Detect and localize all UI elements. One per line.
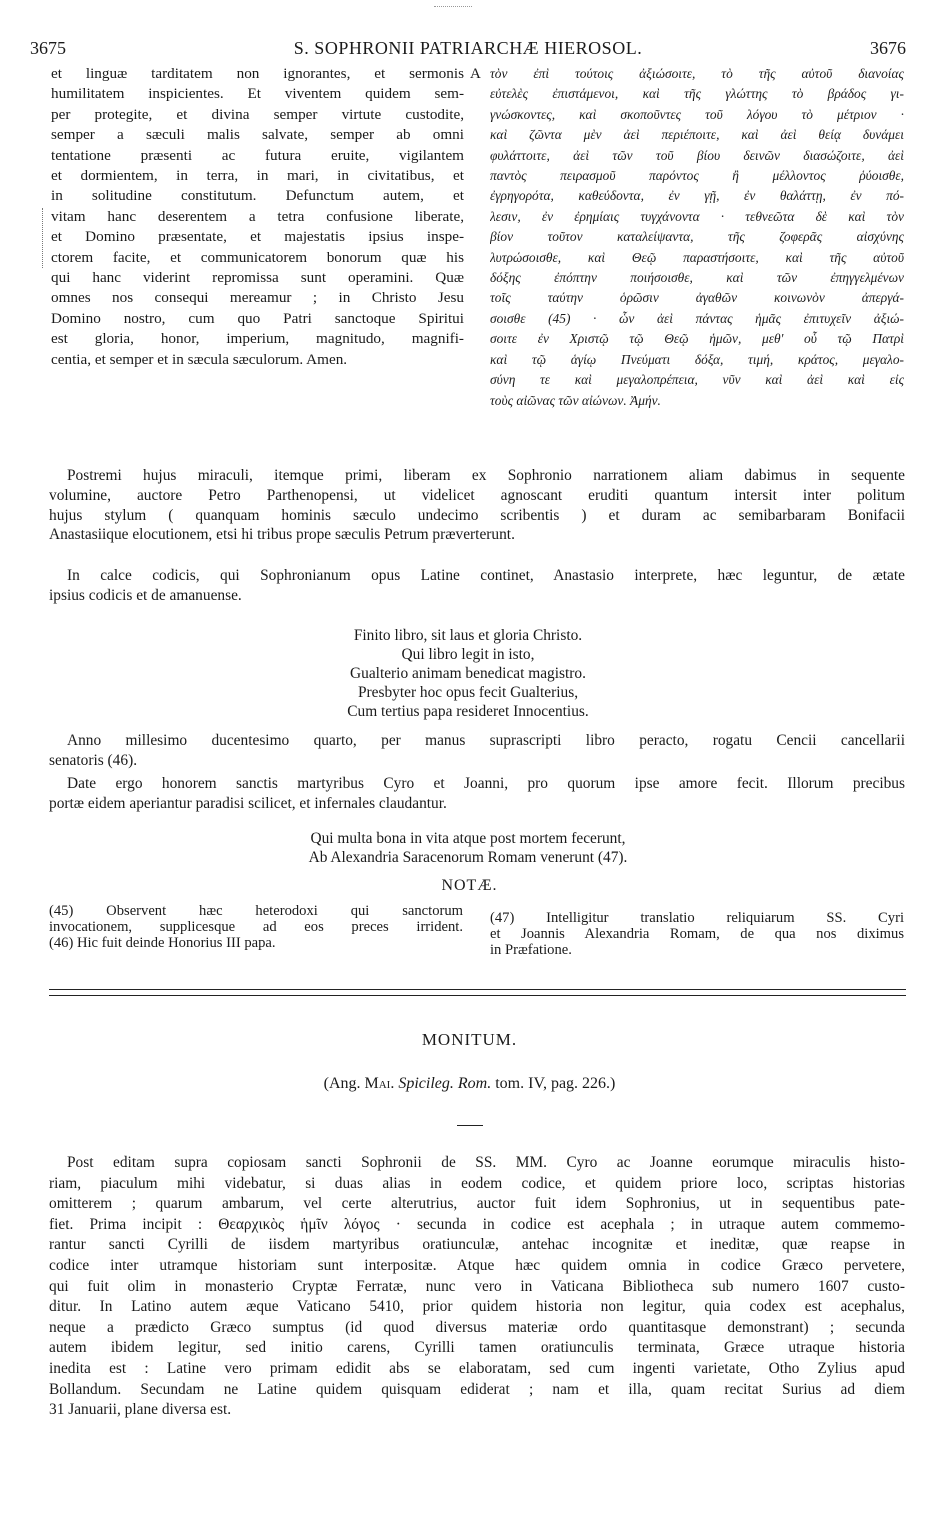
text-line: Date ergo honorem sanctis martyribus Cyro et Joanni, pro quorum ipse amore fecit. Illorum precibus [67, 775, 905, 792]
greek-line: σοιτε ἐν Χριστῷ τῷ Θεῷ ἡμῶν, μεθ' οὗ τῷ Πατρὶ [490, 331, 904, 347]
latin-line: Domino nostro, cum quo Patri sanctoque Spiritui [51, 309, 464, 327]
latin-line: est gloria, honor, imperium, magnitudo, magnifi- [51, 330, 464, 348]
greek-column [490, 64, 904, 411]
paragraph-postremi [49, 466, 905, 545]
greek-line: σύνη τε καὶ μεγαλοπρέπεια, νῦν καὶ ἀεὶ καὶ εἰς [490, 372, 904, 388]
citation-author: Mai. [364, 1075, 395, 1092]
top-ornament [434, 6, 472, 7]
page-number-right: 3676 [870, 38, 906, 58]
paragraph-anno [49, 731, 905, 771]
paragraph-calce [49, 566, 905, 606]
text-line: Postremi hujus miraculi, itemque primi, liberam ex Sophronio narrationem aliam dabimus in sequente [67, 467, 905, 484]
latin-line: per protegite, et divina semper virtute custodite, [51, 105, 464, 123]
greek-line: γνώσκοντες, καὶ σκοποῦντες τοῦ λόγου τὸ μέτριον · [490, 106, 904, 122]
greek-line: δόξης ἐπόπτην ποιήσοισθε, καὶ τῶν ἐπηγγελμένων [490, 270, 904, 286]
footnotes-left [49, 904, 463, 951]
text-line: fiet. Prima incipit : Θεαρχικὸς ἡμῖν λόγος · secunda in codice est acephala ; in utraque autem commemo- [49, 1215, 905, 1233]
text-line: senatoris (46). [49, 751, 138, 769]
footnotes-right [490, 911, 904, 958]
latin-line: semper a sæculi malis salvate, semper ab omni [51, 126, 464, 144]
text-line: 31 Januarii, plane diversa est. [49, 1401, 232, 1419]
short-rule [457, 1125, 483, 1126]
verse-line: Qui libro legit in isto, [401, 646, 535, 663]
monitum-body [49, 1153, 905, 1421]
greek-line: βίον τοῦτον καταλείψαντα, τῆς ζοφερᾶς αἰσχύνης [490, 229, 904, 245]
latin-line: vitam hanc deserentem a tetra confusione liberate, [51, 207, 464, 225]
latin-column [51, 64, 464, 370]
footnote-line: et Joannis Alexandria Romam, de qua nos diximus [490, 926, 904, 942]
footnote-line: in Præfatione. [490, 942, 572, 958]
margin-bracket [42, 208, 43, 268]
paragraph-date [49, 774, 905, 814]
greek-line: καὶ ζῶντα μὲν ἀεὶ περιέποιτε, καὶ ἀεὶ θείᾳ δυνάμει [490, 127, 904, 143]
text-line: neque a prædicto Græco sumptus (id quod diversus materiæ ordo quantitasque demonstrant) ; secunda [49, 1318, 905, 1336]
latin-line: et linguæ tarditatem non ignorantes, et sermonis [51, 65, 464, 82]
greek-line: παντὸς πειρασμοῦ παρόντος ἢ μέλλοντος ῥύοισθε, [490, 168, 904, 184]
text-line: inedita est : Latine vero primam edidit abs se elaboratam, sed cum ingenti varietate, Otho Zylius apud [49, 1359, 905, 1377]
latin-line: qui hanc viderint repromissa sunt operamini. Quæ [51, 269, 464, 287]
verse-line: Ab Alexandria Saracenorum Romam venerunt (47). [308, 849, 628, 866]
footnote-line: (46) Hic fuit deinde Honorius III papa. [49, 935, 276, 951]
text-line: Anno millesimo ducentesimo quarto, per manus suprascripti libro peracto, rogatu Cencii cancellarii [67, 732, 905, 749]
citation-work: Spicileg. Rom. [398, 1075, 492, 1092]
margin-letter: A [470, 66, 481, 82]
greek-line: εὐτελὲς ἐπιστάμενοι, καὶ τῆς γλώττης τὸ βράδος γι- [490, 86, 904, 102]
footnote-line: (45) Observent hæc heterodoxi qui sanctorum [49, 904, 463, 919]
notae-heading: NOTÆ. [441, 877, 498, 894]
greek-line: τὸν ἐπὶ τούτοις ἀξιώσοιτε, τὸ τῆς αὐτοῦ διανοίας [490, 66, 904, 81]
running-title: S. SOPHRONII PATRIARCHÆ HIEROSOL. [293, 38, 643, 58]
latin-line: centia, et semper et in sæcula sæculorum. Amen. [51, 350, 348, 368]
greek-line: ἐγρηγορότα, καθεύδοντα, ἐν γῇ, ἐν θαλάττῃ, ἐν πό- [490, 188, 904, 204]
greek-line: τοὺς αἰῶνας τῶν αἰώνων. Ἀμήν. [490, 392, 661, 408]
text-line: Post editam supra copiosam sancti Sophronii de SS. MM. Cyro ac Joanne eorumque miraculis histo- [67, 1154, 905, 1171]
text-line: Bollandum. Secundam ne Latine quidem quisquam ediderat ; nam et illa, quam recitat Surius ad diem [49, 1380, 905, 1398]
verse-line: Gualterio animam benedicat magistro. [350, 665, 586, 682]
page-number-left: 3675 [30, 38, 66, 58]
section-rule-top [49, 989, 906, 990]
footnote-line: (47) Intelligitur translatio reliquiarum SS. Cyri [490, 911, 904, 926]
footnote-line: invocationem, supplicesque ad eos preces irrident. [49, 919, 463, 935]
text-line: volumine, auctore Petro Parthenopensi, ut videlicet agnoscant eruditi quantum intersit inter politum [49, 486, 905, 504]
section-rule-bottom [49, 995, 906, 996]
verse-line: Finito libro, sit laus et gloria Christo. [353, 627, 583, 644]
latin-line: in solitudine constitutum. Defunctum autem, et [51, 187, 464, 205]
text-line: ditur. In Latino autem æque Vaticano 5410, prior quidem historia non legitur, quia codex est acephalus, [49, 1298, 905, 1316]
verse-colophon [248, 626, 688, 721]
greek-line: λυτρώσοισθε, καὶ Θεῷ παραστήσοιτε, καὶ τῆς αὐτοῦ [490, 249, 904, 265]
text-line: hujus stylum ( quanquam hominis sæculo undecimo scribentis ) et duram ac semibarbaram Bonifacii [49, 506, 905, 524]
text-line: Anastasiique elocutionem, etsi hi tribus prope sæculis Petrum præverterunt. [49, 526, 515, 544]
text-line: qui fuit olim in monasterio Cryptæ Ferratæ, nunc vero in Vaticana Bibliotheca sub numero 1607 custo- [49, 1277, 905, 1295]
latin-line: et dormientem, in terra, in mari, in civitatibus, et [51, 167, 464, 185]
greek-line: φυλάττοιτε, ἀεὶ τῶν τοῦ βίου δεινῶν διασώζοιτε, ἀεὶ [490, 147, 904, 163]
verse-line: Cum tertius papa resideret Innocentius. [347, 703, 589, 720]
latin-line: omnes nos consequi mereamur ; in Christo Jesu [51, 289, 464, 307]
latin-line: humilitatem inspicientes. Et viventem quidem sem- [51, 85, 464, 103]
latin-line: tentatione præsenti ac futura eruite, vigilantem [51, 146, 464, 164]
latin-line: et Domino præsentate, et majestatis ipsius inspe- [51, 228, 464, 246]
text-line: omitterem ; quarum ambarum, vel certe alterutrius, auctor fuit idem Sophronius, ut in sequentibus pate- [49, 1195, 905, 1213]
greek-line: σοισθε (45) · ὧν ἀεὶ πάντας ἡμᾶς ἐπιτυχεῖν ἀξιώ- [490, 310, 904, 326]
latin-line: ctorem facite, et communicatorem bonorum quæ his [51, 248, 464, 266]
text-line: codice inter utramque historiam sunt interpositæ. Atque hæc quidem omnia in codice Græco pervetere, [49, 1256, 905, 1274]
verse-qui-multa [248, 829, 688, 867]
text-line: portæ eidem aperiantur paradisi scilicet, et infernales claudantur. [49, 794, 447, 812]
monitum-citation [0, 1075, 939, 1093]
greek-line: καὶ τῷ ἁγίῳ Πνεύματι δόξα, τιμή, κράτος, μεγαλο- [490, 351, 904, 367]
verse-line: Presbyter hoc opus fecit Gualterius, [357, 684, 579, 701]
verse-line: Qui multa bona in vita atque post mortem fecerunt, [310, 830, 626, 847]
text-line: rantur sancti Cyrilli de iisdem martyribus oratiunculæ, antehac incognitæ et ineditæ, quæ reapse in [49, 1236, 905, 1254]
citation-rest: tom. IV, pag. 226.) [495, 1075, 616, 1092]
text-line: riam, piaculum mihi videbatur, si duas alias in eodem codice, et quidem priore loco, scriptas historias [49, 1174, 905, 1192]
text-line: In calce codicis, qui Sophronianum opus Latine continet, Anastasio interprete, hæc leguntur, de ætate [67, 567, 905, 584]
citation-open: (Ang. [323, 1075, 361, 1092]
greek-line: τοῖς ταύτην ὁρῶσιν ἀγαθῶν κοινωνὸν ἀπεργά- [490, 290, 904, 306]
greek-line: λεσιν, ἐν ἐρημίαις τυγχάνοντα · τεθνεῶτα δὲ καὶ τὸν [490, 208, 904, 224]
text-line: ipsius codicis et de amanuense. [49, 586, 242, 604]
text-line: autem ibidem legitur, sed initio carens, Cyrilli tamen oratiunculis terminata, Græce utraque historia [49, 1339, 905, 1357]
monitum-heading: MONITUM. [421, 1030, 518, 1049]
running-header [30, 38, 906, 60]
